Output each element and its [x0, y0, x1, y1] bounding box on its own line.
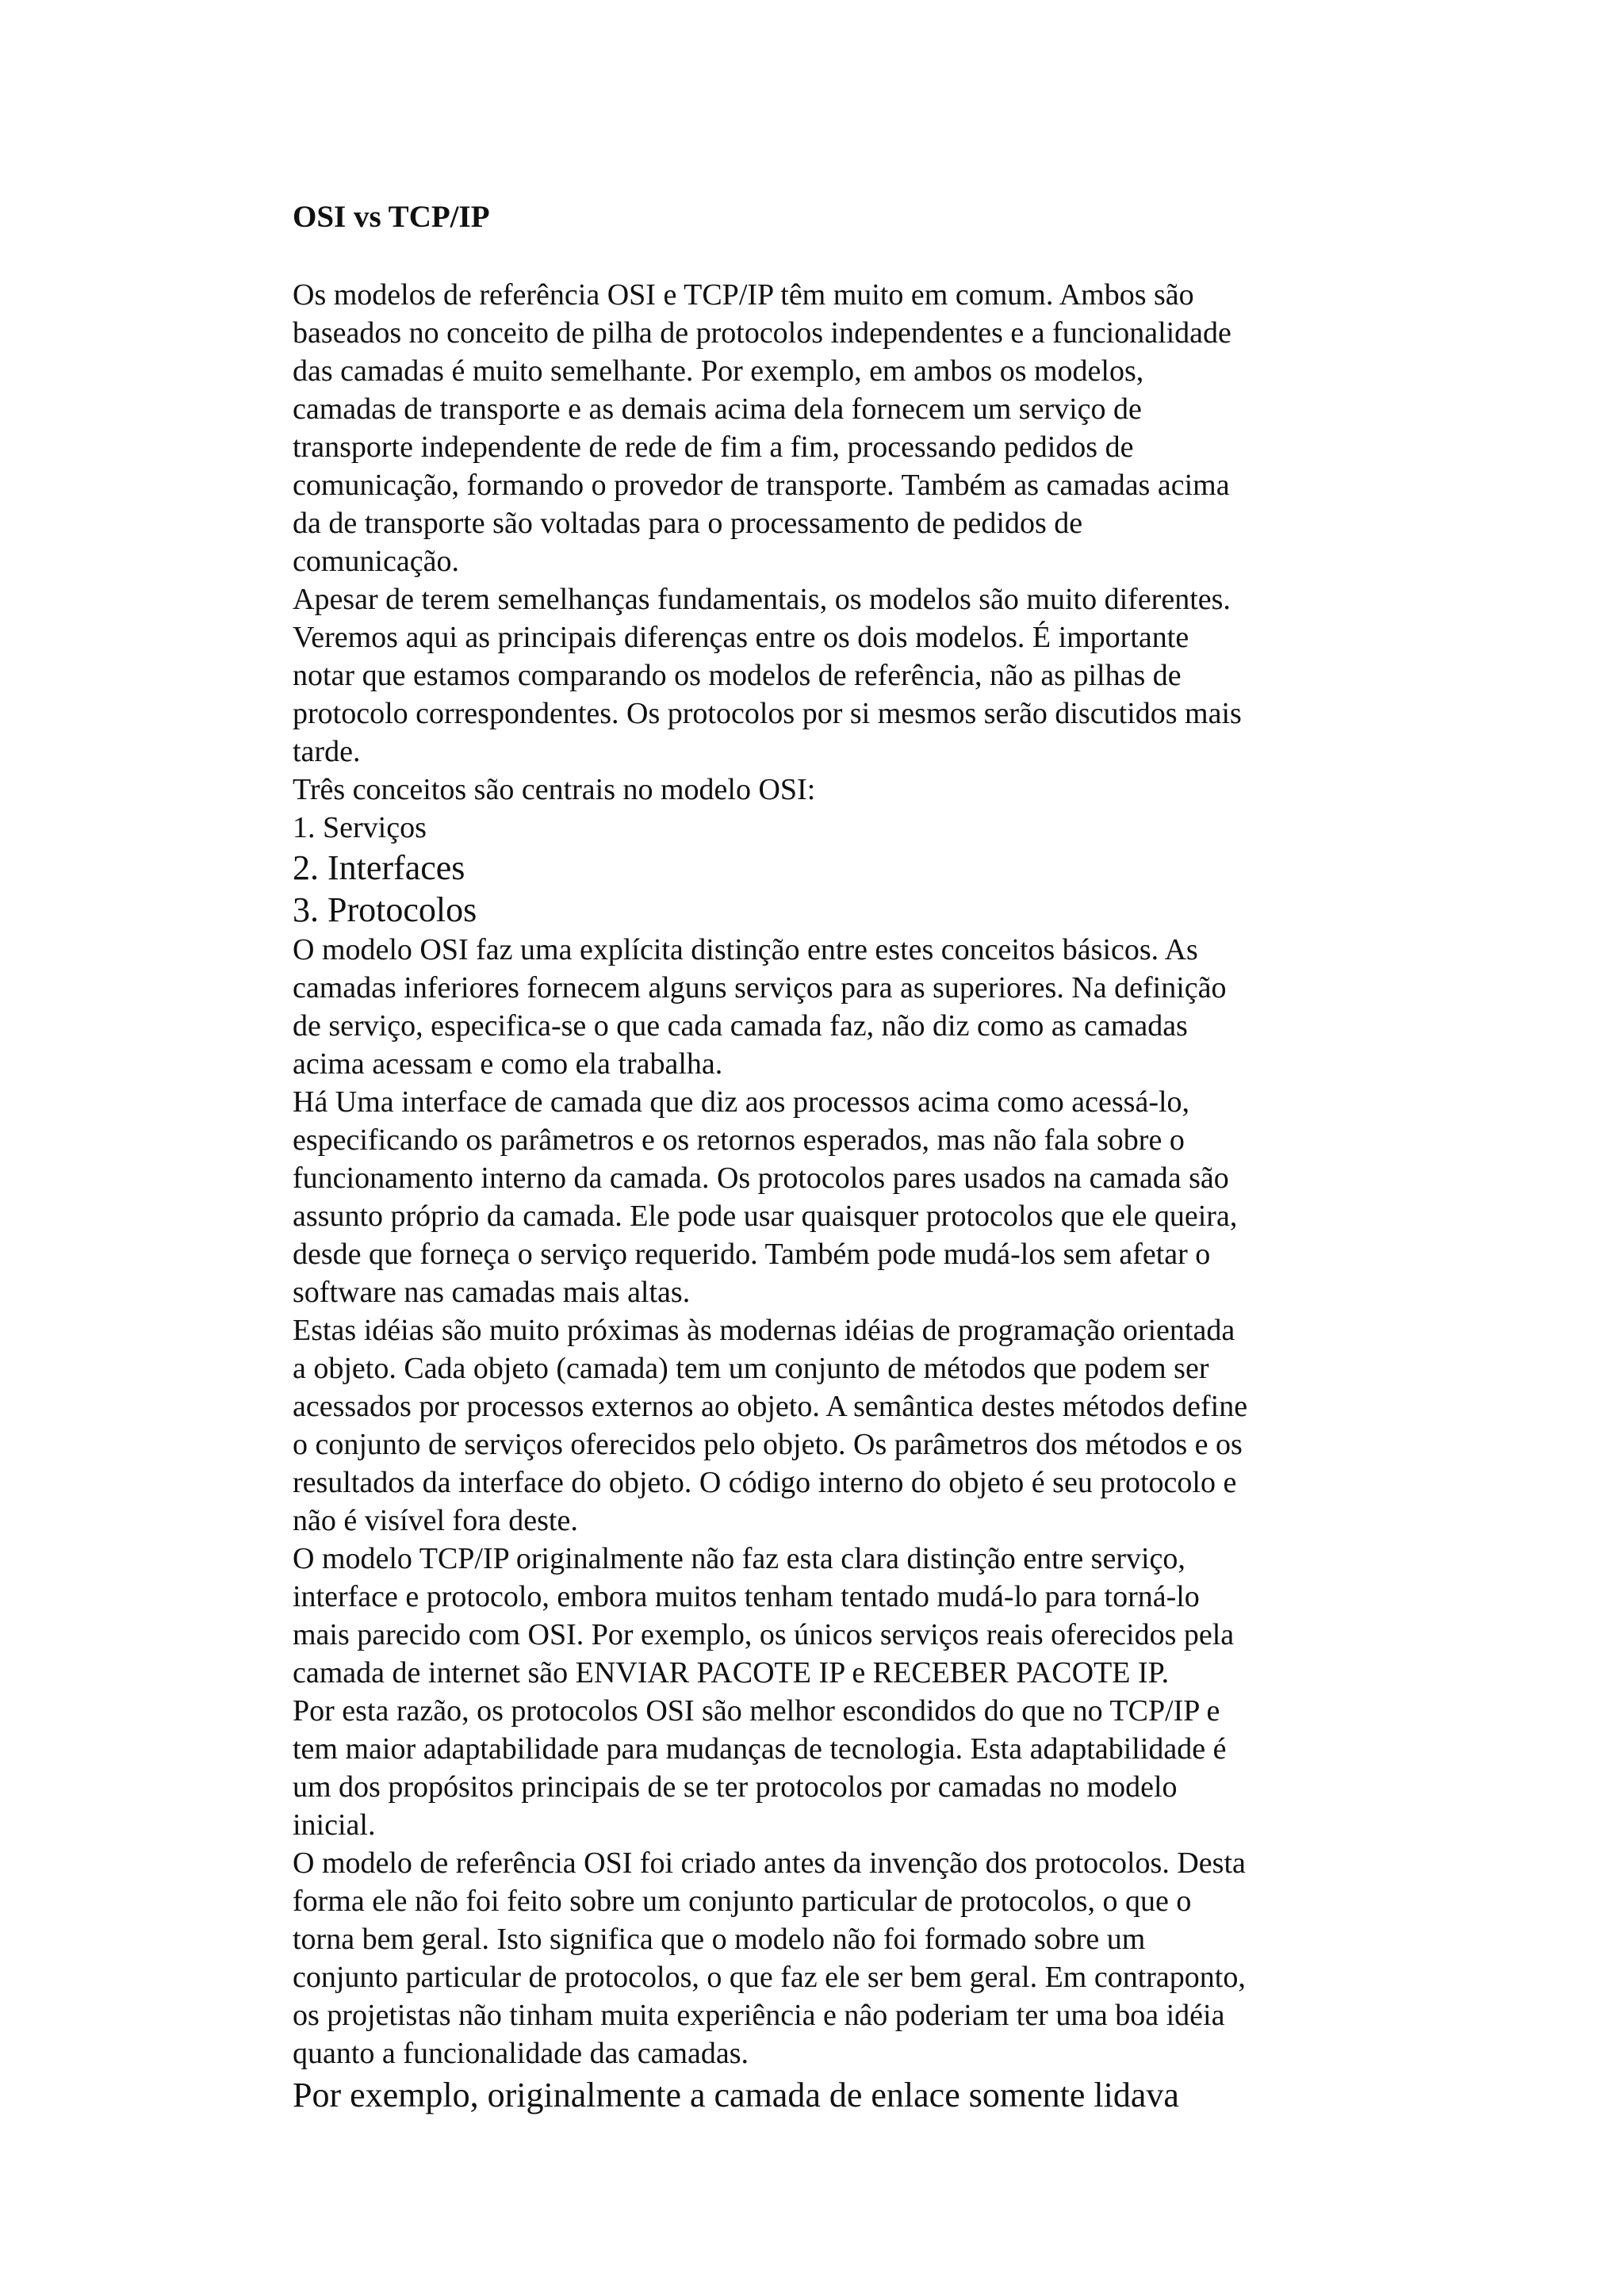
text-line: O modelo OSI faz uma explícita distinção entre estes conceitos básicos. As: [293, 933, 1198, 966]
text-line: acessados por processos externos ao objeto. A semântica destes métodos define: [293, 1390, 1248, 1423]
text-line: Os modelos de referência OSI e TCP/IP têm muito em comum. Ambos são: [293, 278, 1194, 312]
text-line: mais parecido com OSI. Por exemplo, os únicos serviços reais oferecidos pela: [293, 1618, 1235, 1651]
text-line: Há Uma interface de camada que diz aos processos acima como acessá-lo,: [293, 1085, 1190, 1119]
text-line: assunto próprio da camada. Ele pode usar quaisquer protocolos que ele queira,: [293, 1200, 1238, 1233]
text-line: O modelo de referência OSI foi criado antes da invenção dos protocolos. Desta: [293, 1846, 1246, 1880]
text-line: um dos propósitos principais de se ter protocolos por camadas no modelo: [293, 1770, 1178, 1804]
text-line: O modelo TCP/IP originalmente não faz esta clara distinção entre serviço,: [293, 1542, 1185, 1575]
text-line: inicial.: [293, 1808, 376, 1842]
text-line: software nas camadas mais altas.: [293, 1276, 691, 1309]
text-line: comunicação.: [293, 545, 459, 578]
text-line: Veremos aqui as principais diferenças entre os dois modelos. É importante: [293, 621, 1189, 654]
text-line: tarde.: [293, 735, 361, 768]
text-line: conjunto particular de protocolos, o que faz ele ser bem geral. Em contraponto,: [293, 1961, 1246, 1994]
text-line: a objeto. Cada objeto (camada) tem um conjunto de métodos que podem ser: [293, 1352, 1209, 1385]
document-body: [293, 198, 1355, 2118]
text-line: das camadas é muito semelhante. Por exemplo, em ambos os modelos,: [293, 354, 1144, 388]
text-line: não é visível fora deste.: [293, 1504, 578, 1537]
text-line: Três conceitos são centrais no modelo OSI:: [293, 773, 816, 806]
text-line: Por exemplo, originalmente a camada de enlace somente lidava: [293, 2076, 1179, 2114]
text-line: camadas de transporte e as demais acima dela fornecem um serviço de: [293, 392, 1142, 426]
text-line: notar que estamos comparando os modelos de referência, não as pilhas de: [293, 659, 1182, 692]
text-line: 2. Interfaces: [293, 848, 465, 887]
text-line: 1. Serviços: [293, 811, 427, 844]
text-line: torna bem geral. Isto significa que o modelo não foi formado sobre um: [293, 1923, 1146, 1956]
text-line: funcionamento interno da camada. Os protocolos pares usados na camada são: [293, 1161, 1229, 1195]
text-line: os projetistas não tinham muita experiência e nâo poderiam ter uma boa idéia: [293, 1999, 1225, 2032]
text-line: camada de internet são ENVIAR PACOTE IP e RECEBER PACOTE IP.: [293, 1656, 1170, 1689]
text-line: protocolo correspondentes. Os protocolos por si mesmos serão discutidos mais: [293, 697, 1242, 730]
text-line: quanto a funcionalidade das camadas.: [293, 2037, 749, 2070]
text-line: baseados no conceito de pilha de protocolos independentes e a funcionalidade: [293, 316, 1231, 350]
text-line: Apesar de terem semelhanças fundamentais, os modelos são muito diferentes.: [293, 583, 1231, 616]
text-lines: [293, 276, 1355, 2118]
text-line: de serviço, especifica-se o que cada camada faz, não diz como as camadas: [293, 1009, 1188, 1043]
text-line: tem maior adaptabilidade para mudanças de tecnologia. Esta adaptabilidade é: [293, 1732, 1227, 1766]
text-line: interface e protocolo, embora muitos tenham tentado mudá-lo para torná-lo: [293, 1580, 1200, 1613]
text-line: da de transporte são voltadas para o processamento de pedidos de: [293, 507, 1083, 540]
text-line: o conjunto de serviços oferecidos pelo objeto. Os parâmetros dos métodos e os: [293, 1428, 1243, 1461]
text-line: transporte independente de rede de fim a fim, processando pedidos de: [293, 430, 1134, 464]
text-line: especificando os parâmetros e os retornos esperados, mas não fala sobre o: [293, 1123, 1185, 1157]
text-line: Estas idéias são muito próximas às modernas idéias de programação orientada: [293, 1314, 1235, 1347]
text-line: Por esta razão, os protocolos OSI são melhor escondidos do que no TCP/IP e: [293, 1694, 1220, 1728]
page-title: OSI vs TCP/IP: [293, 200, 490, 234]
text-line: acima acessam e como ela trabalha.: [293, 1047, 723, 1081]
text-line: camadas inferiores fornecem alguns serviços para as superiores. Na definição: [293, 971, 1227, 1004]
text-line: 3. Protocolos: [293, 890, 477, 929]
text-line: desde que forneça o serviço requerido. Também pode mudá-los sem afetar o: [293, 1238, 1211, 1271]
text-line: forma ele não foi feito sobre um conjunto particular de protocolos, o que o: [293, 1885, 1192, 1918]
text-line: resultados da interface do objeto. O código interno do objeto é seu protocolo e: [293, 1466, 1237, 1499]
text-line: comunicação, formando o provedor de transporte. Também as camadas acima: [293, 469, 1230, 502]
